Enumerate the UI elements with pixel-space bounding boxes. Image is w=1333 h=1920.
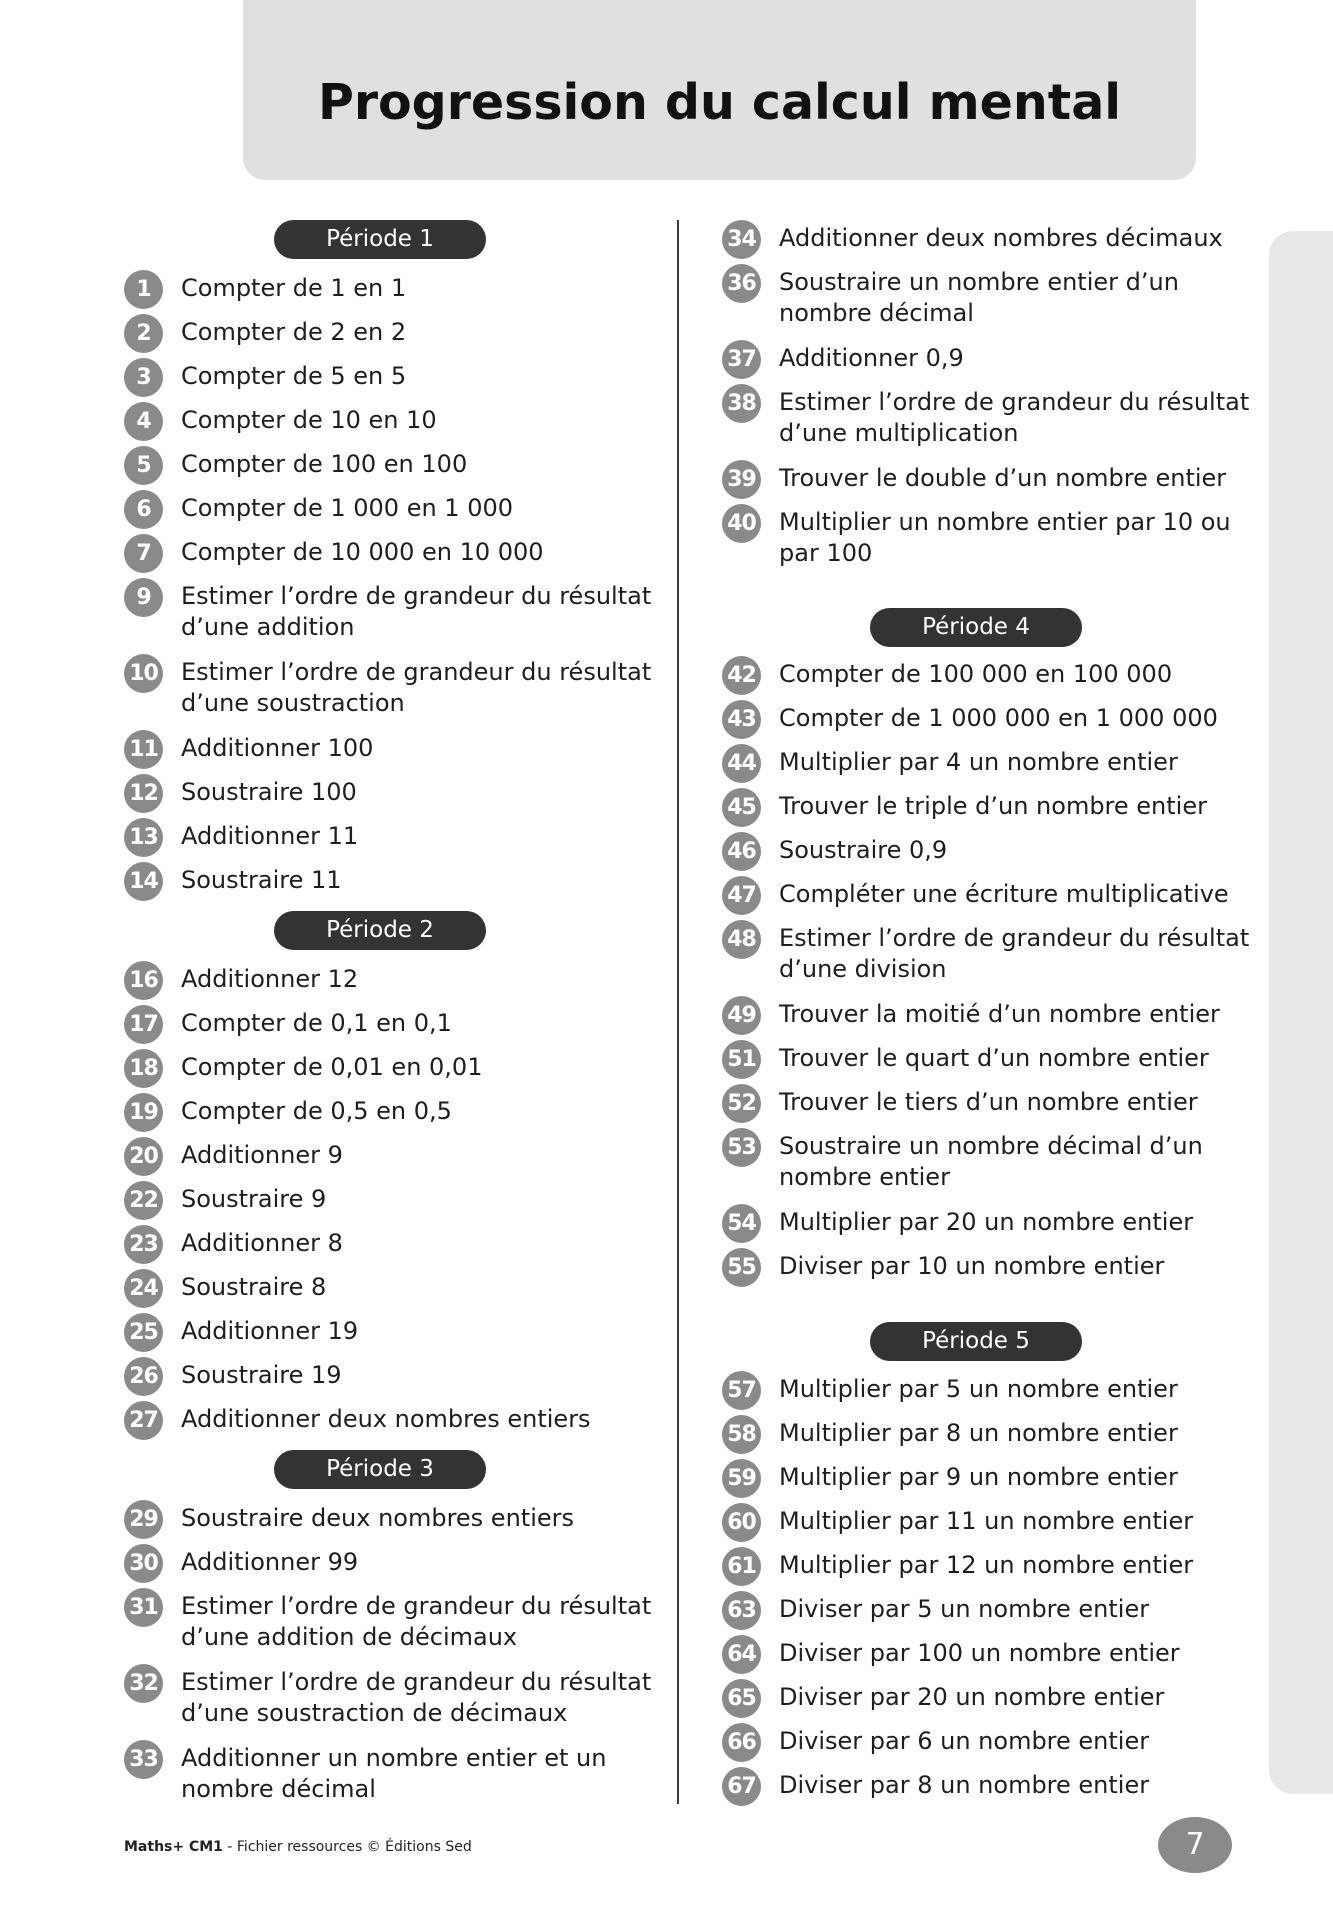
item-number: 67	[722, 1767, 761, 1806]
item-number: 25	[124, 1313, 163, 1352]
item-number: 46	[722, 832, 761, 871]
item-number: 57	[722, 1371, 761, 1410]
page-title: Progression du calcul mental	[317, 74, 1122, 131]
item-label: Compléter une écriture multiplicative	[779, 880, 1229, 908]
title-banner	[243, 0, 1196, 180]
item-number: 6	[124, 490, 163, 529]
item-label: Estimer l’ordre de grandeur du résultat d’une division	[779, 924, 1250, 983]
item-number: 24	[124, 1269, 163, 1308]
item-label: Diviser par 20 un nombre entier	[779, 1683, 1165, 1711]
item-label: Trouver le double d’un nombre entier	[779, 464, 1227, 492]
item-label: Trouver le tiers d’un nombre entier	[779, 1088, 1198, 1116]
item-label: Compter de 2 en 2	[181, 318, 407, 346]
item-number: 52	[722, 1084, 761, 1123]
item-label: Estimer l’ordre de grandeur du résultat d’une multiplication	[779, 388, 1250, 447]
item-number: 47	[722, 876, 761, 915]
item-label: Additionner 9	[181, 1141, 343, 1169]
item-label: Multiplier par 12 un nombre entier	[779, 1551, 1194, 1579]
item-number: 5	[124, 446, 163, 485]
footer-text: - Fichier ressources © Éditions Sed	[222, 1839, 472, 1855]
column-divider	[677, 220, 679, 1804]
item-number: 29	[124, 1500, 163, 1539]
item-label: Compter de 10 en 10	[181, 406, 437, 434]
item-label: Compter de 1 000 en 1 000	[181, 494, 514, 522]
item-label: Compter de 5 en 5	[181, 362, 407, 390]
item-number: 18	[124, 1049, 163, 1088]
item-label: Soustraire un nombre entier d’un nombre décimal	[779, 268, 1179, 327]
item-label: Multiplier par 5 un nombre entier	[779, 1375, 1178, 1403]
item-label: Compter de 0,5 en 0,5	[181, 1097, 452, 1125]
item-label: Multiplier par 9 un nombre entier	[779, 1463, 1178, 1491]
item-label: Compter de 10 000 en 10 000	[181, 538, 544, 566]
item-label: Multiplier un nombre entier par 10 ou par 100	[779, 508, 1231, 567]
item-label: Additionner 8	[181, 1229, 343, 1257]
item-number: 45	[722, 788, 761, 827]
item-number: 13	[124, 818, 163, 857]
item-number: 17	[124, 1005, 163, 1044]
item-number: 40	[722, 504, 761, 543]
item-number: 27	[124, 1401, 163, 1440]
item-number: 9	[124, 578, 163, 617]
item-label: Additionner deux nombres entiers	[181, 1405, 591, 1433]
item-number: 22	[124, 1181, 163, 1220]
item-label: Soustraire 11	[181, 866, 342, 894]
item-number: 31	[124, 1588, 163, 1627]
item-label: Compter de 100 en 100	[181, 450, 468, 478]
page-number: 7	[1158, 1817, 1232, 1873]
item-label: Soustraire 0,9	[779, 836, 948, 864]
item-number: 54	[722, 1204, 761, 1243]
item-label: Estimer l’ordre de grandeur du résultat d’une soustraction de décimaux	[181, 1668, 652, 1727]
item-label: Multiplier par 11 un nombre entier	[779, 1507, 1194, 1535]
item-number: 65	[722, 1679, 761, 1718]
item-number: 63	[722, 1591, 761, 1630]
item-number: 14	[124, 862, 163, 901]
item-number: 61	[722, 1547, 761, 1586]
item-number: 44	[722, 744, 761, 783]
item-label: Diviser par 100 un nombre entier	[779, 1639, 1180, 1667]
item-label: Soustraire 9	[181, 1185, 327, 1213]
item-number: 53	[722, 1128, 761, 1167]
item-label: Soustraire 19	[181, 1361, 342, 1389]
item-label: Compter de 0,1 en 0,1	[181, 1009, 452, 1037]
item-number: 48	[722, 920, 761, 959]
item-number: 3	[124, 358, 163, 397]
item-number: 60	[722, 1503, 761, 1542]
item-label: Additionner 12	[181, 965, 359, 993]
item-label: Diviser par 8 un nombre entier	[779, 1771, 1150, 1799]
item-label: Diviser par 5 un nombre entier	[779, 1595, 1150, 1623]
item-number: 1	[124, 270, 163, 309]
item-label: Additionner un nombre entier et un nombre décimal	[181, 1744, 607, 1803]
item-number: 42	[722, 656, 761, 695]
item-number: 37	[722, 340, 761, 379]
item-label: Multiplier par 4 un nombre entier	[779, 748, 1178, 776]
item-label: Diviser par 10 un nombre entier	[779, 1252, 1165, 1280]
item-number: 39	[722, 460, 761, 499]
item-label: Compter de 0,01 en 0,01	[181, 1053, 483, 1081]
footer-brand: Maths+ CM1	[124, 1839, 223, 1855]
item-label: Multiplier par 20 un nombre entier	[779, 1208, 1194, 1236]
item-label: Soustraire 8	[181, 1273, 327, 1301]
item-number: 38	[722, 384, 761, 423]
item-label: Trouver le quart d’un nombre entier	[779, 1044, 1209, 1072]
item-number: 66	[722, 1723, 761, 1762]
item-label: Soustraire un nombre décimal d’un nombre entier	[779, 1132, 1203, 1191]
period-1-heading: Période 1	[274, 220, 486, 259]
footer	[124, 1839, 472, 1855]
item-number: 16	[124, 961, 163, 1000]
item-number: 2	[124, 314, 163, 353]
item-number: 23	[124, 1225, 163, 1264]
item-number: 7	[124, 534, 163, 573]
period-4-heading: Période 4	[870, 608, 1082, 647]
item-number: 10	[124, 654, 163, 693]
item-number: 11	[124, 730, 163, 769]
item-number: 19	[124, 1093, 163, 1132]
side-tab	[1269, 231, 1333, 1794]
item-label: Diviser par 6 un nombre entier	[779, 1727, 1150, 1755]
item-number: 34	[722, 220, 761, 259]
item-label: Estimer l’ordre de grandeur du résultat d’une addition de décimaux	[181, 1592, 652, 1651]
item-number: 12	[124, 774, 163, 813]
item-number: 32	[124, 1664, 163, 1703]
item-label: Additionner 99	[181, 1548, 359, 1576]
item-label: Compter de 1 000 000 en 1 000 000	[779, 704, 1218, 732]
item-label: Compter de 1 en 1	[181, 274, 407, 302]
period-3-heading: Période 3	[274, 1450, 486, 1489]
item-label: Trouver la moitié d’un nombre entier	[779, 1000, 1220, 1028]
item-number: 55	[722, 1248, 761, 1287]
item-number: 43	[722, 700, 761, 739]
item-label: Additionner deux nombres décimaux	[779, 224, 1223, 252]
item-number: 51	[722, 1040, 761, 1079]
item-number: 33	[124, 1740, 163, 1779]
item-label: Soustraire 100	[181, 778, 357, 806]
item-label: Compter de 100 000 en 100 000	[779, 660, 1173, 688]
item-label: Additionner 100	[181, 734, 374, 762]
item-number: 49	[722, 996, 761, 1035]
period-5-heading: Période 5	[870, 1322, 1082, 1361]
item-label: Estimer l’ordre de grandeur du résultat d’une addition	[181, 582, 652, 641]
item-number: 64	[722, 1635, 761, 1674]
item-number: 58	[722, 1415, 761, 1454]
item-number: 20	[124, 1137, 163, 1176]
item-label: Estimer l’ordre de grandeur du résultat d’une soustraction	[181, 658, 652, 717]
item-label: Trouver le triple d’un nombre entier	[779, 792, 1207, 820]
item-label: Soustraire deux nombres entiers	[181, 1504, 574, 1532]
item-number: 59	[722, 1459, 761, 1498]
item-label: Additionner 11	[181, 822, 359, 850]
period-2-heading: Période 2	[274, 911, 486, 950]
item-number: 26	[124, 1357, 163, 1396]
item-label: Multiplier par 8 un nombre entier	[779, 1419, 1178, 1447]
item-label: Additionner 19	[181, 1317, 359, 1345]
item-number: 4	[124, 402, 163, 441]
item-number: 30	[124, 1544, 163, 1583]
item-label: Additionner 0,9	[779, 344, 964, 372]
item-number: 36	[722, 264, 761, 303]
